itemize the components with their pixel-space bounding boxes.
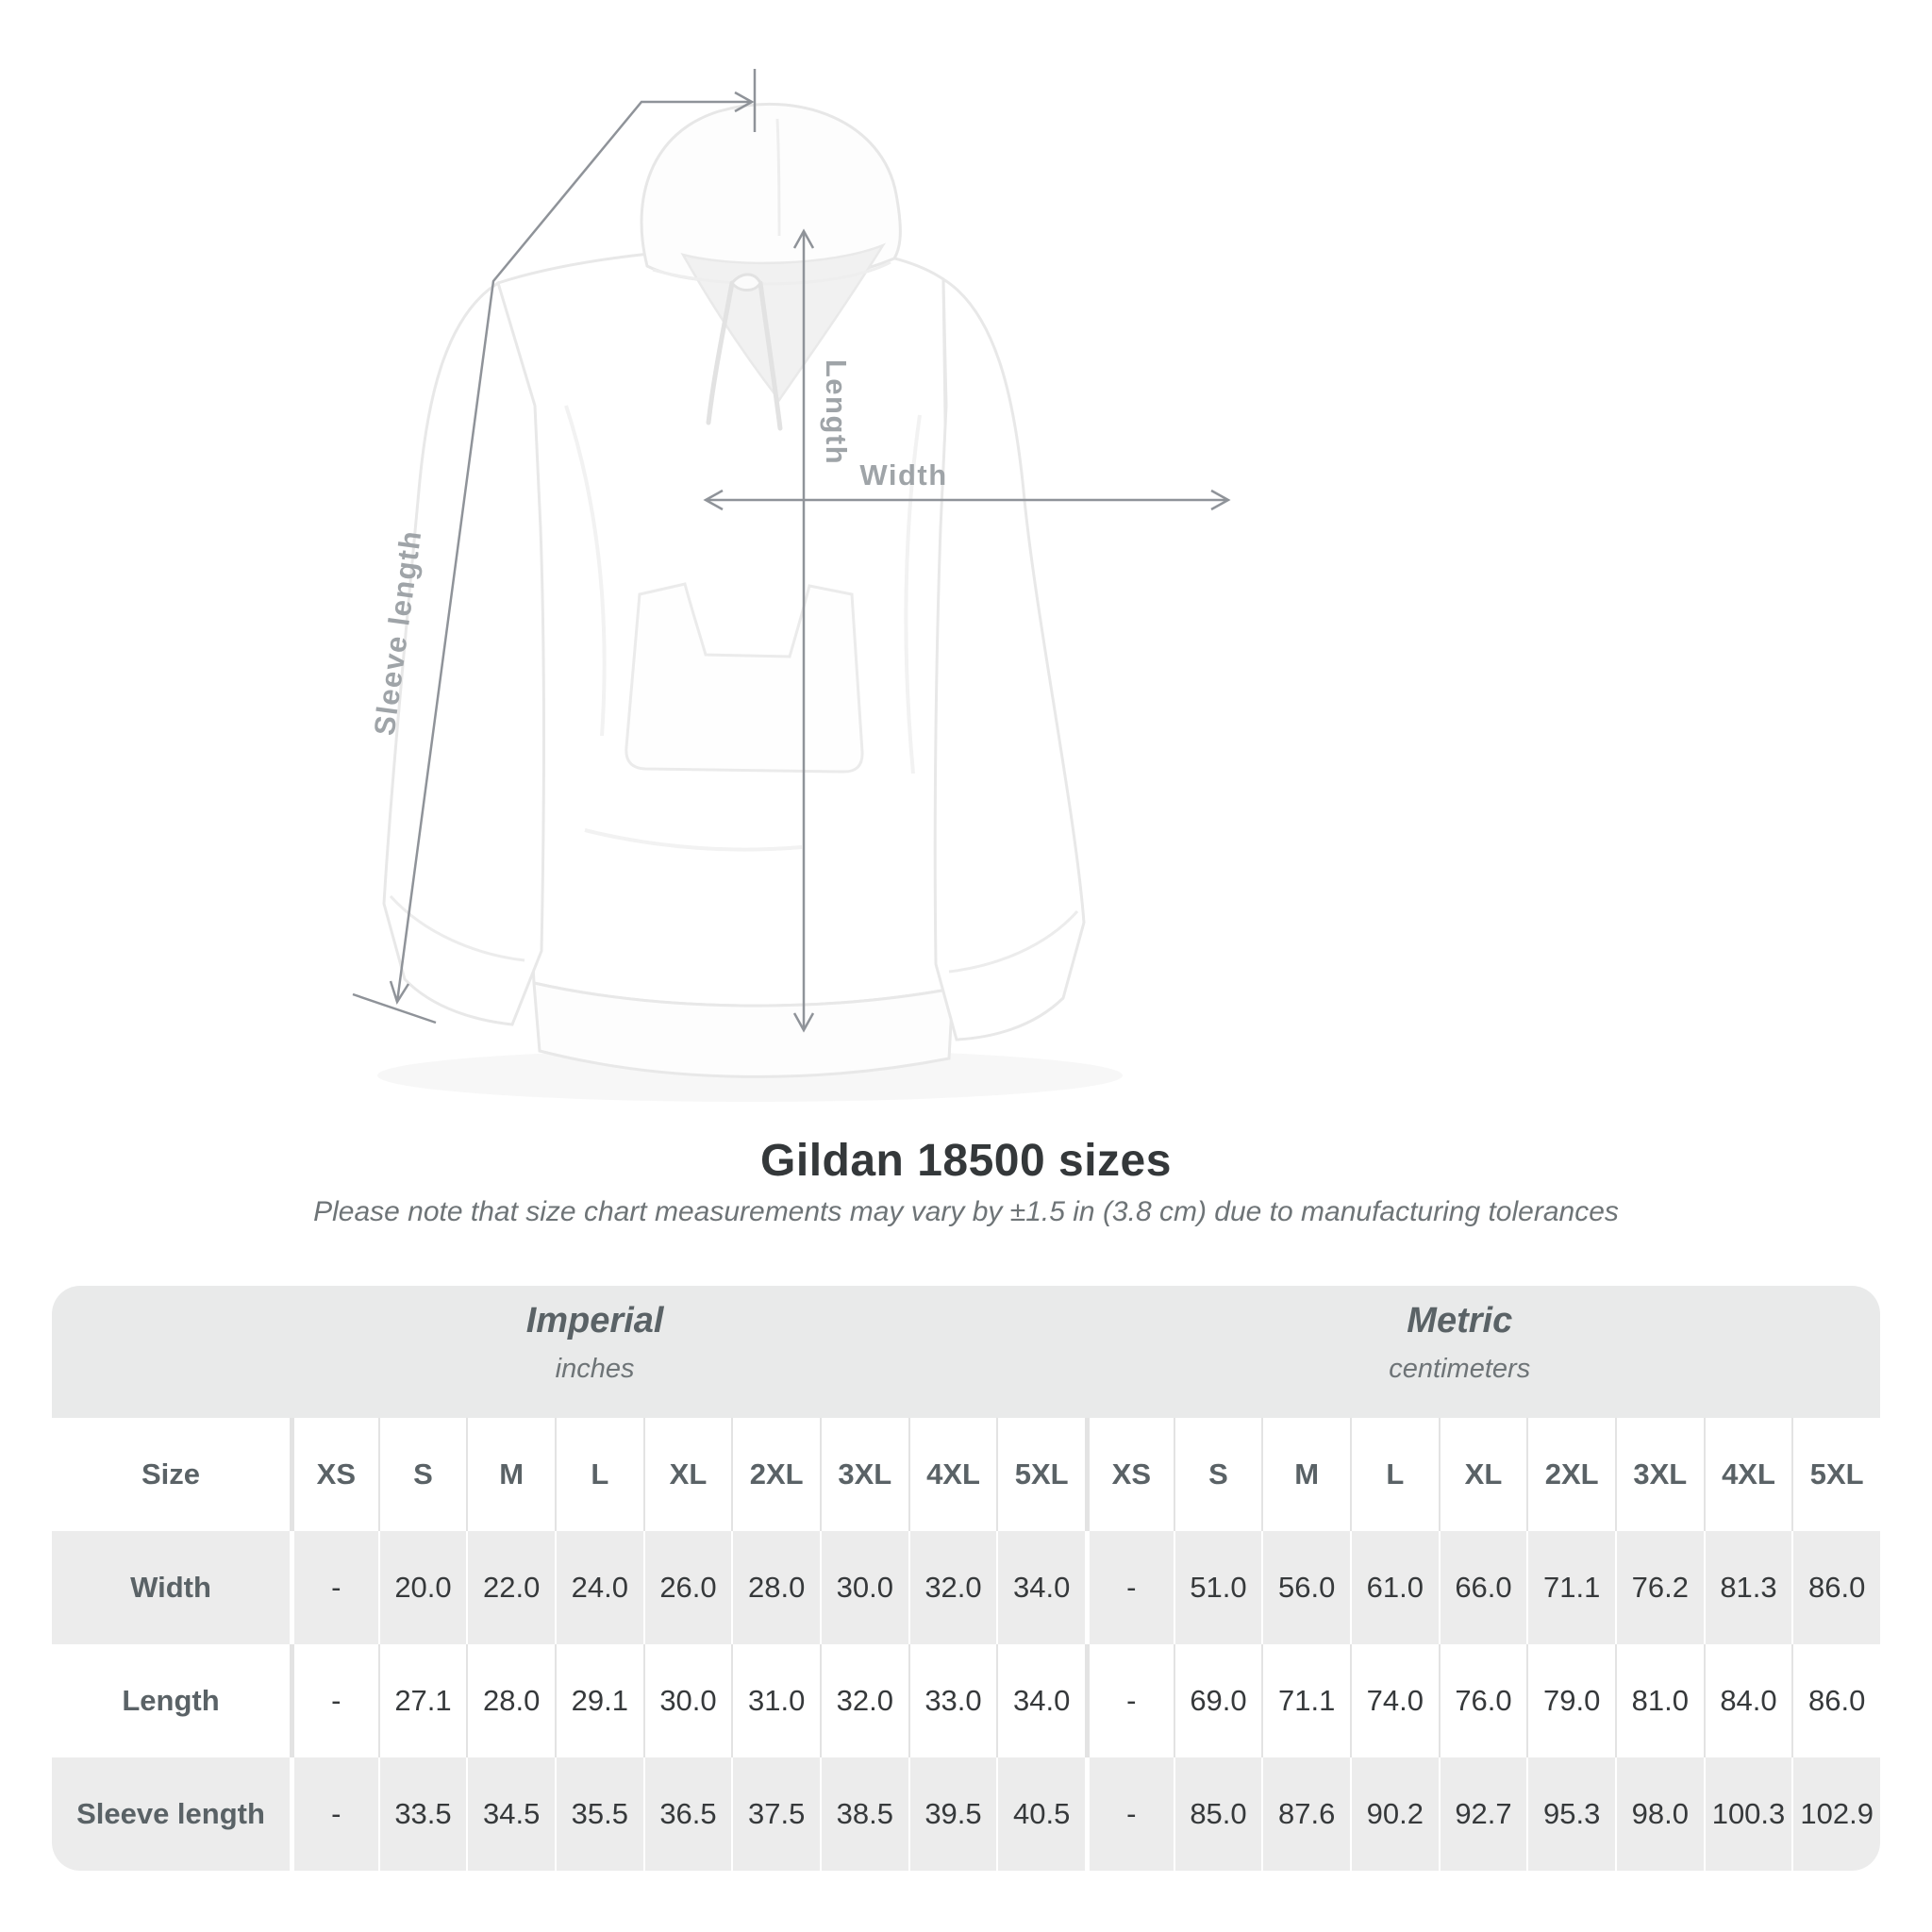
cell-sleeve-length-metric-4xl: 100.3 (1704, 1757, 1792, 1871)
size-header-metric-m: M (1261, 1418, 1350, 1531)
cell-length-imperial-5xl: 34.0 (996, 1644, 1085, 1757)
size-header-imperial-l: L (555, 1418, 643, 1531)
cell-width-metric-xs: - (1085, 1531, 1174, 1644)
cell-width-metric-xl: 66.0 (1439, 1531, 1527, 1644)
cell-width-metric-m: 56.0 (1261, 1531, 1350, 1644)
size-header-imperial-xs: XS (290, 1418, 378, 1531)
cell-sleeve-length-metric-xs: - (1085, 1757, 1174, 1871)
cell-length-metric-5xl: 86.0 (1791, 1644, 1880, 1757)
tolerance-note: Please note that size chart measurements may vary by ±1.5 in (3.8 cm) due to manufacturing tolerances (313, 1196, 1619, 1227)
imperial-group (526, 1301, 664, 1385)
page-title: Gildan 18500 sizes (760, 1136, 1172, 1186)
cell-length-metric-l: 74.0 (1350, 1644, 1439, 1757)
size-header-imperial-2xl: 2XL (731, 1418, 820, 1531)
cell-width-imperial-xs: - (290, 1531, 378, 1644)
cell-width-imperial-5xl: 34.0 (996, 1531, 1085, 1644)
hoodie-illustration (377, 104, 1123, 1102)
size-header-row (52, 1418, 1880, 1531)
cell-width-metric-4xl: 81.3 (1704, 1531, 1792, 1644)
cell-length-metric-4xl: 84.0 (1704, 1644, 1792, 1757)
size-header-metric-5xl: 5XL (1791, 1418, 1880, 1531)
cell-sleeve-length-metric-m: 87.6 (1261, 1757, 1350, 1871)
width-label: Width (859, 458, 948, 491)
cell-sleeve-length-metric-3xl: 98.0 (1615, 1757, 1704, 1871)
size-header-metric-3xl: 3XL (1615, 1418, 1704, 1531)
cell-length-metric-m: 71.1 (1261, 1644, 1350, 1757)
cell-width-imperial-l: 24.0 (555, 1531, 643, 1644)
cell-sleeve-length-imperial-xl: 36.5 (643, 1757, 732, 1871)
cell-sleeve-length-imperial-3xl: 38.5 (820, 1757, 908, 1871)
size-header-metric-2xl: 2XL (1526, 1418, 1615, 1531)
size-header-imperial-5xl: 5XL (996, 1418, 1085, 1531)
cell-length-imperial-xl: 30.0 (643, 1644, 732, 1757)
size-header-imperial-s: S (378, 1418, 467, 1531)
cell-length-imperial-m: 28.0 (466, 1644, 555, 1757)
imperial-sublabel: inches (555, 1354, 635, 1384)
metric-label: Metric (1407, 1301, 1513, 1341)
cell-width-imperial-3xl: 30.0 (820, 1531, 908, 1644)
cell-width-imperial-s: 20.0 (378, 1531, 467, 1644)
metric-group (1389, 1301, 1530, 1385)
row-label-length: Length (122, 1684, 220, 1717)
size-column-header: Size (141, 1457, 201, 1491)
cell-width-imperial-xl: 26.0 (643, 1531, 732, 1644)
cell-length-imperial-2xl: 31.0 (731, 1644, 820, 1757)
metric-sublabel: centimeters (1389, 1354, 1531, 1384)
size-header-metric-xs: XS (1085, 1418, 1174, 1531)
sleeve-length-label: Sleeve length (367, 527, 428, 738)
cell-sleeve-length-imperial-5xl: 40.5 (996, 1757, 1085, 1871)
cell-sleeve-length-imperial-2xl: 37.5 (731, 1757, 820, 1871)
cell-length-imperial-xs: - (290, 1644, 378, 1757)
cell-width-imperial-m: 22.0 (466, 1531, 555, 1644)
length-label: Length (820, 358, 853, 466)
size-header-metric-s: S (1174, 1418, 1262, 1531)
size-table (52, 1286, 1880, 1871)
cell-length-imperial-4xl: 33.0 (908, 1644, 997, 1757)
table-row-sleeve-length (52, 1757, 1880, 1871)
size-header-metric-xl: XL (1439, 1418, 1527, 1531)
cell-length-metric-xl: 76.0 (1439, 1644, 1527, 1757)
size-header-metric-l: L (1350, 1418, 1439, 1531)
cell-length-metric-xs: - (1085, 1644, 1174, 1757)
cell-sleeve-length-metric-l: 90.2 (1350, 1757, 1439, 1871)
cell-sleeve-length-metric-s: 85.0 (1174, 1757, 1262, 1871)
size-header-metric-4xl: 4XL (1704, 1418, 1792, 1531)
cell-sleeve-length-metric-5xl: 102.9 (1791, 1757, 1880, 1871)
table-row-length (52, 1644, 1880, 1757)
imperial-label: Imperial (525, 1301, 664, 1341)
unit-group-header (52, 1286, 1880, 1418)
cell-width-metric-l: 61.0 (1350, 1531, 1439, 1644)
row-label-width: Width (130, 1571, 211, 1604)
size-header-imperial-m: M (466, 1418, 555, 1531)
cell-length-metric-3xl: 81.0 (1615, 1644, 1704, 1757)
cell-sleeve-length-imperial-xs: - (290, 1757, 378, 1871)
size-header-imperial-3xl: 3XL (820, 1418, 908, 1531)
table-row-width (52, 1531, 1880, 1644)
cell-sleeve-length-imperial-l: 35.5 (555, 1757, 643, 1871)
cell-width-metric-5xl: 86.0 (1791, 1531, 1880, 1644)
cell-sleeve-length-metric-2xl: 95.3 (1526, 1757, 1615, 1871)
cell-width-metric-3xl: 76.2 (1615, 1531, 1704, 1644)
cell-sleeve-length-imperial-m: 34.5 (466, 1757, 555, 1871)
cell-width-metric-s: 51.0 (1174, 1531, 1262, 1644)
cell-sleeve-length-imperial-4xl: 39.5 (908, 1757, 997, 1871)
cell-width-metric-2xl: 71.1 (1526, 1531, 1615, 1644)
cell-sleeve-length-metric-xl: 92.7 (1439, 1757, 1527, 1871)
cell-length-metric-s: 69.0 (1174, 1644, 1262, 1757)
cell-length-metric-2xl: 79.0 (1526, 1644, 1615, 1757)
cell-length-imperial-3xl: 32.0 (820, 1644, 908, 1757)
cell-width-imperial-2xl: 28.0 (731, 1531, 820, 1644)
size-header-imperial-xl: XL (643, 1418, 732, 1531)
cell-length-imperial-s: 27.1 (378, 1644, 467, 1757)
size-header-imperial-4xl: 4XL (908, 1418, 997, 1531)
cell-sleeve-length-imperial-s: 33.5 (378, 1757, 467, 1871)
cell-width-imperial-4xl: 32.0 (908, 1531, 997, 1644)
row-label-sleeve-length: Sleeve length (76, 1797, 265, 1830)
cell-length-imperial-l: 29.1 (555, 1644, 643, 1757)
